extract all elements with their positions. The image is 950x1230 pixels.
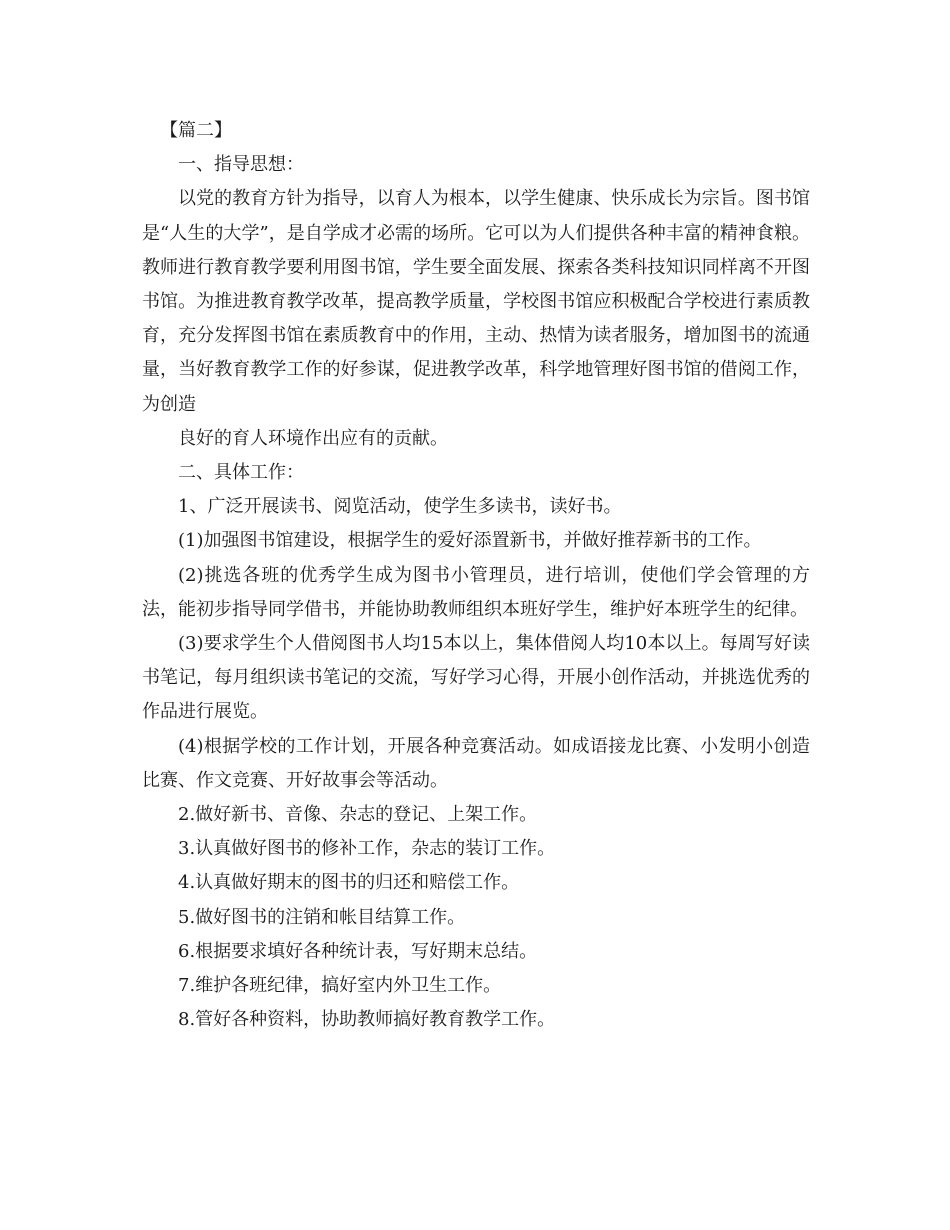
list-item-4: 4.认真做好期末的图书的归还和赔偿工作。 (178, 872, 520, 894)
list-item-6: 6.根据要求填好各种统计表，写好期末总结。 (178, 940, 538, 962)
list-item-5: 5.做好图书的注销和帐目结算工作。 (178, 906, 466, 928)
list-item-8: 8.管好各种资料，协助教师搞好教育教学工作。 (178, 1009, 556, 1031)
list-item-2: 2.做好新书、音像、杂志的登记、上架工作。 (178, 804, 538, 826)
list-subitem-3: (3)要求学生个人借阅图书人均15本以上，集体借阅人均10本以上。每周写好读书笔记，每月组织读书笔记的交流，写好学习心得，开展小创作活动，并挑选优秀的作品进行展览。 (142, 633, 810, 723)
list-subitem-4: (4)根据学校的工作计划，开展各种竞赛活动。如成语接龙比赛、小发明小创造比赛、作文竞赛、开好故事会等活动。 (142, 735, 810, 791)
heading-specific-work: 二、具体工作： (178, 462, 304, 484)
list-item-7: 7.维护各班纪律，搞好室内外卫生工作。 (178, 975, 502, 997)
section-title: 【篇二】 (160, 120, 232, 141)
document-body (142, 114, 810, 1037)
list-item-3: 3.认真做好图书的修补工作，杂志的装订工作。 (178, 838, 556, 860)
paragraph-guiding-thought: 以党的教育方针为指导，以育人为根本，以学生健康、快乐成长为宗旨。图书馆是“人生的大学”，是自学成才必需的场所。它可以为人们提供各种丰富的精神食粮。教师进行教育教学要利用图书馆，学生要全面发展、探索各类科技知识同样离不开图书馆。为推进教育教学改革，提高教学质量，学校图书馆应积极配合学校进行素质教育，充分发挥图书馆在素质教育中的作用，主动、热情为读者服务，增加图书的流通量，当好教育教学工作的好参谋，促进教学改革，科学地管理好图书馆的借阅工作，为创造 (142, 188, 810, 415)
paragraph-contribution: 良好的育人环境作出应有的贡献。 (178, 427, 448, 449)
list-subitem-1: (1)加强图书馆建设，根据学生的爱好添置新书，并做好推荐新书的工作。 (178, 530, 762, 552)
list-subitem-2: (2)挑选各班的优秀学生成为图书小管理员，进行培训，使他们学会管理的方法，能初步指导同学借书，并能协助教师组织本班好学生，维护好本班学生的纪律。 (142, 564, 810, 620)
list-item-1: 1、广泛开展读书、阅览活动，使学生多读书，读好书。 (178, 496, 622, 518)
heading-guiding-thought: 一、指导思想： (178, 154, 304, 176)
